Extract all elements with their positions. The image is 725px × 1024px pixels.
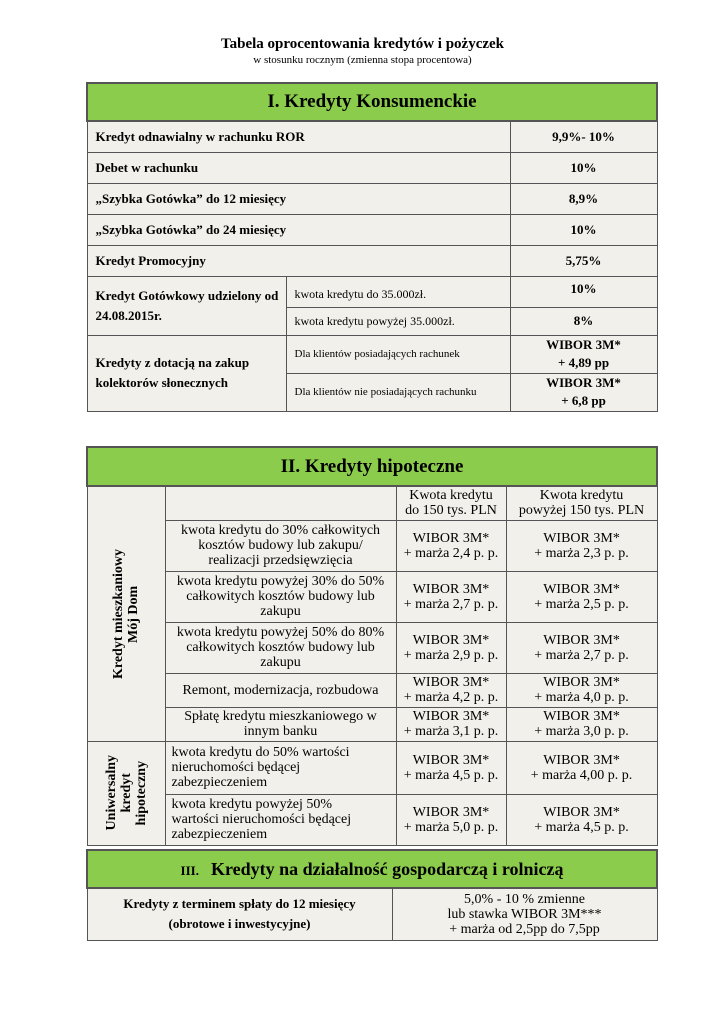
label-line: całkowitych kosztów budowy lub bbox=[186, 640, 375, 655]
rate-line: WIBOR 3M* bbox=[412, 581, 490, 597]
table-row bbox=[87, 520, 657, 571]
header-empty-cell bbox=[165, 486, 396, 520]
label-line: kwota kredytu powyżej 30% do 50% bbox=[176, 574, 385, 589]
rate-line: WIBOR 3M* bbox=[543, 632, 620, 648]
label-line: kwota kredytu do 50% wartości bbox=[171, 745, 350, 760]
row-rate bbox=[392, 888, 657, 940]
rate-line: + marża 4,5 p. p. bbox=[403, 767, 499, 783]
row-label bbox=[87, 888, 392, 940]
rate-line: + marża 2,9 p. p. bbox=[403, 647, 499, 663]
row-rate: 8,9% bbox=[510, 183, 657, 214]
group-label-line: Mój Dom bbox=[126, 585, 141, 643]
label-line: (obrotowe i inwestycyjne) bbox=[168, 916, 311, 932]
table-row bbox=[87, 888, 657, 940]
label-line: zakupu bbox=[260, 655, 301, 670]
table-row bbox=[87, 121, 657, 152]
table-row bbox=[87, 794, 657, 845]
row-rate: 10% bbox=[510, 214, 657, 245]
rate-line: + marża od 2,5pp do 7,5pp bbox=[449, 921, 600, 937]
rate-line: + marża 4,2 p. p. bbox=[403, 690, 499, 705]
rate-line: WIBOR 3M* bbox=[412, 632, 490, 648]
rate-above-150k bbox=[506, 622, 657, 673]
rate-above-150k bbox=[506, 673, 657, 707]
label-line: Kredyty z terminem spłaty do 12 miesięcy bbox=[123, 896, 356, 912]
group-label-line: hipoteczny bbox=[133, 760, 149, 826]
rate-line: + marża 3,1 p. p. bbox=[403, 724, 499, 739]
label-line: zabezpieczeniem bbox=[171, 827, 268, 842]
dotacja-label: Kredyty z dotacją na zakup kolektorów słonecznych bbox=[87, 335, 286, 411]
label-line: Remont, modernizacja, rozbudowa bbox=[182, 682, 379, 698]
row-label: „Szybka Gotówka” do 24 miesięcy bbox=[87, 214, 510, 245]
rate-line: WIBOR 3M* bbox=[412, 675, 490, 690]
group-label-uniwersalny bbox=[87, 741, 165, 845]
section3-heading bbox=[87, 850, 657, 888]
row-label bbox=[165, 794, 396, 845]
group-label-line: Kredyt mieszkaniowy bbox=[111, 548, 126, 679]
gotowkowy-sub-label: kwota kredytu powyżej 35.000zł. bbox=[286, 307, 510, 335]
row-rate: 5,75% bbox=[510, 245, 657, 276]
rate-line: + marża 4,00 p. p. bbox=[530, 767, 633, 783]
rate-to-150k bbox=[396, 707, 506, 741]
row-label: „Szybka Gotówka” do 12 miesięcy bbox=[87, 183, 510, 214]
row-label: Kredyt odnawialny w rachunku ROR bbox=[87, 121, 510, 152]
table-row bbox=[87, 183, 657, 214]
rate-line: 5,0% - 10 % zmienne bbox=[464, 891, 585, 907]
rate-line: + marża 2,7 p. p. bbox=[403, 596, 499, 612]
rate-line: WIBOR 3M* bbox=[543, 530, 620, 546]
row-rate: 10% bbox=[510, 152, 657, 183]
label-line: kwota kredytu do 30% całkowitych bbox=[180, 523, 381, 538]
header-line: Kwota kredytu bbox=[539, 488, 624, 504]
rate-line: WIBOR 3M* bbox=[412, 752, 490, 768]
table-row bbox=[87, 245, 657, 276]
section2-heading: II. Kredyty hipoteczne bbox=[87, 447, 657, 486]
header-line: Kwota kredytu bbox=[409, 488, 493, 504]
rate-to-150k bbox=[396, 520, 506, 571]
gotowkowy-sub-label: kwota kredytu do 35.000zł. bbox=[286, 276, 510, 307]
label-line: zakupu bbox=[260, 604, 301, 619]
dotacja-sub-label: Dla klientów posiadających rachunek bbox=[286, 335, 510, 373]
row-label bbox=[165, 707, 396, 741]
row-label bbox=[165, 571, 396, 622]
row-rate: 9,9%- 10% bbox=[510, 121, 657, 152]
label-line: całkowitych kosztów budowy lub bbox=[186, 589, 375, 604]
table-row bbox=[87, 707, 657, 741]
rate-line: WIBOR 3M* bbox=[543, 804, 620, 820]
table-row bbox=[87, 673, 657, 707]
rate-line: WIBOR 3M* bbox=[543, 675, 620, 690]
rate-line: + 6,8 pp bbox=[561, 393, 606, 408]
rate-above-150k bbox=[506, 794, 657, 845]
rate-line: WIBOR 3M* bbox=[412, 804, 490, 820]
header-line: powyżej 150 tys. PLN bbox=[518, 503, 645, 519]
gotowkowy-sub-rate: 10% bbox=[510, 276, 657, 307]
rate-to-150k bbox=[396, 673, 506, 707]
rate-to-150k bbox=[396, 794, 506, 845]
table-row bbox=[87, 571, 657, 622]
row-label: Debet w rachunku bbox=[87, 152, 510, 183]
rate-line: WIBOR 3M* bbox=[412, 709, 490, 724]
section3-numeral: III. bbox=[180, 862, 199, 878]
rate-line: + marża 4,5 p. p. bbox=[534, 819, 629, 835]
group-label-moj-dom bbox=[87, 486, 165, 741]
page-subtitle: w stosunku rocznym (zmienna stopa procentowa) bbox=[253, 54, 472, 66]
column-header-to-150k bbox=[396, 486, 506, 520]
rate-line: WIBOR 3M* bbox=[543, 752, 620, 768]
rate-line: + marża 2,5 p. p. bbox=[534, 596, 629, 612]
group-label-line: kredyt bbox=[118, 773, 134, 813]
rate-line: + marża 4,0 p. p. bbox=[534, 690, 629, 705]
label-line: Spłatę kredytu mieszkaniowego w bbox=[184, 709, 377, 724]
label-line: wartości nieruchomości będącej bbox=[171, 812, 352, 827]
rate-line: WIBOR 3M* bbox=[543, 709, 620, 724]
rate-line: WIBOR 3M* bbox=[543, 581, 620, 597]
column-header-above-150k bbox=[506, 486, 657, 520]
label-line: zabezpieczeniem bbox=[171, 775, 268, 790]
label-line: nieruchomości będącej bbox=[171, 760, 301, 775]
dotacja-sub-rate bbox=[510, 335, 657, 373]
label-line: kosztów budowy lub zakupu/ bbox=[198, 538, 363, 553]
rate-to-150k bbox=[396, 741, 506, 794]
rate-line: lub stawka WIBOR 3M*** bbox=[447, 906, 602, 922]
gotowkowy-label: Kredyt Gotówkowy udzielony od 24.08.2015r. bbox=[87, 276, 286, 335]
rate-line: WIBOR 3M* bbox=[546, 337, 621, 352]
rate-to-150k bbox=[396, 571, 506, 622]
group-label-line: Uniwersalny bbox=[103, 755, 119, 831]
business-loans-table bbox=[86, 849, 658, 941]
rate-to-150k bbox=[396, 622, 506, 673]
table-row bbox=[87, 214, 657, 245]
rate-line: + 4,89 pp bbox=[557, 355, 610, 370]
rate-line: + marża 2,7 p. p. bbox=[534, 647, 629, 663]
gotowkowy-sub-rate: 8% bbox=[510, 307, 657, 335]
dotacja-sub-rate bbox=[510, 373, 657, 411]
table-row bbox=[87, 741, 657, 794]
rate-above-150k bbox=[506, 520, 657, 571]
label-line: kwota kredytu powyżej 50% do 80% bbox=[176, 625, 385, 640]
section3-title: Kredyty na działalność gospodarczą i rolniczą bbox=[210, 858, 564, 879]
dotacja-sub-label: Dla klientów nie posiadających rachunku bbox=[286, 373, 510, 411]
rate-line: + marża 2,3 p. p. bbox=[534, 545, 629, 561]
rate-line: + marża 3,0 p. p. bbox=[534, 724, 629, 739]
rate-line: WIBOR 3M* bbox=[412, 530, 490, 546]
row-label bbox=[165, 673, 396, 707]
rate-line: WIBOR 3M* bbox=[546, 375, 621, 390]
header-line: do 150 tys. PLN bbox=[405, 503, 497, 519]
rate-above-150k bbox=[506, 571, 657, 622]
rate-line: + marża 5,0 p. p. bbox=[403, 819, 499, 835]
table-row bbox=[87, 152, 657, 183]
consumer-loans-table bbox=[86, 82, 658, 412]
row-label bbox=[165, 520, 396, 571]
row-label bbox=[165, 622, 396, 673]
label-line: realizacji przedsięwzięcia bbox=[208, 553, 353, 568]
section1-heading: I. Kredyty Konsumenckie bbox=[87, 83, 657, 121]
table-row bbox=[87, 622, 657, 673]
page-title: Tabela oprocentowania kredytów i pożyczek bbox=[220, 36, 505, 52]
rate-line: + marża 2,4 p. p. bbox=[403, 545, 499, 561]
row-label: Kredyt Promocyjny bbox=[87, 245, 510, 276]
mortgage-loans-table bbox=[86, 446, 658, 846]
row-label bbox=[165, 741, 396, 794]
label-line: innym banku bbox=[243, 724, 318, 739]
rate-above-150k bbox=[506, 707, 657, 741]
rate-above-150k bbox=[506, 741, 657, 794]
label-line: kwota kredytu powyżej 50% bbox=[171, 797, 333, 812]
